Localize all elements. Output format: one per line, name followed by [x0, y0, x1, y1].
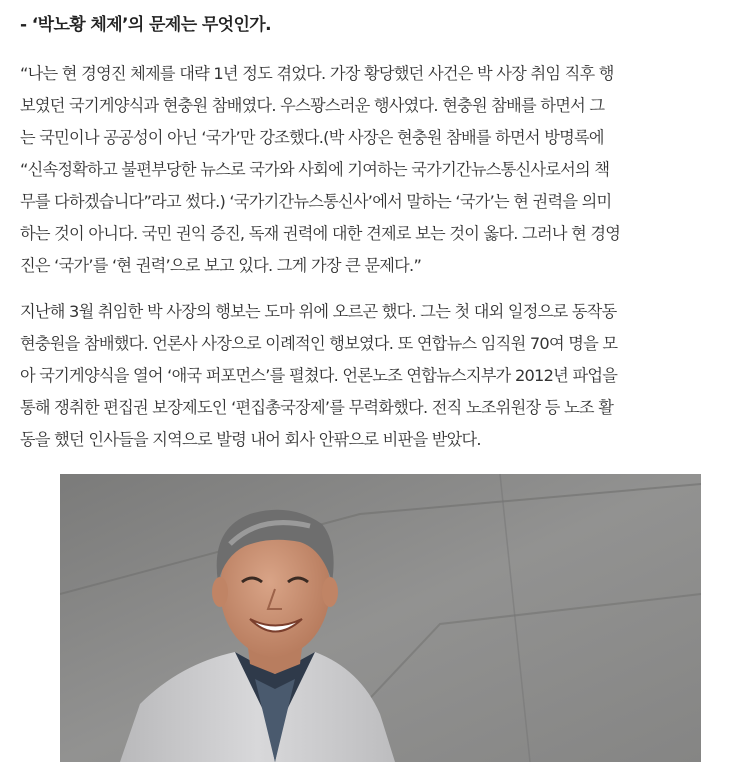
text-line: 아 국기게양식을 열어 ‘애국 퍼포먼스’를 펼쳤다. 언론노조 연합뉴스지부가 2012년 파업을 [20, 366, 618, 385]
section-heading: - ‘박노황 체제’의 문제는 무엇인가. [20, 15, 271, 35]
text-line: 통해 쟁취한 편집권 보장제도인 ‘편집총국장제’를 무력화했다. 전직 노조위원장 등 노조 활 [20, 398, 614, 417]
text-line: 보였던 국기게양식과 현충원 참배였다. 우스꽝스러운 행사였다. 현충원 참배를 하면서 그 [20, 96, 605, 115]
text-line: 동을 했던 인사들을 지역으로 발령 내어 회사 안팎으로 비판을 받았다. [20, 430, 481, 449]
text-line: “나는 현 경영진 체제를 대략 1년 정도 겪었다. 가장 황당했던 사건은 박 사장 취임 직후 행 [20, 64, 614, 83]
text-line: 는 국민이나 공공성이 아닌 ‘국가’만 강조했다.(박 사장은 현충원 참배를 하면서 방명록에 [20, 128, 604, 147]
text-line: 지난해 3월 취임한 박 사장의 행보는 도마 위에 오르곤 했다. 그는 첫 대외 일정으로 동작동 [20, 302, 617, 321]
body-paragraph [20, 296, 740, 456]
text-line: “신속정확하고 불편부당한 뉴스로 국가와 사회에 기여하는 국가기간뉴스통신사로서의 책 [20, 160, 610, 179]
text-line: 하는 것이 아니다. 국민 권익 증진, 독재 권력에 대한 견제로 보는 것이 옳다. 그러나 현 경영 [20, 224, 621, 243]
quote-paragraph [20, 58, 740, 282]
text-line: 현충원을 참배했다. 언론사 사장으로 이례적인 행보였다. 또 연합뉴스 임직원 70여 명을 모 [20, 334, 618, 353]
text-line: 진은 ‘국가’를 ‘현 권력’으로 보고 있다. 그게 가장 큰 문제다.” [20, 256, 422, 275]
portrait-illustration [60, 474, 701, 762]
text-line: 무를 다하겠습니다”라고 썼다.) ‘국가기간뉴스통신사’에서 말하는 ‘국가’는 현 권력을 의미 [20, 192, 612, 211]
portrait-photo [60, 474, 701, 762]
